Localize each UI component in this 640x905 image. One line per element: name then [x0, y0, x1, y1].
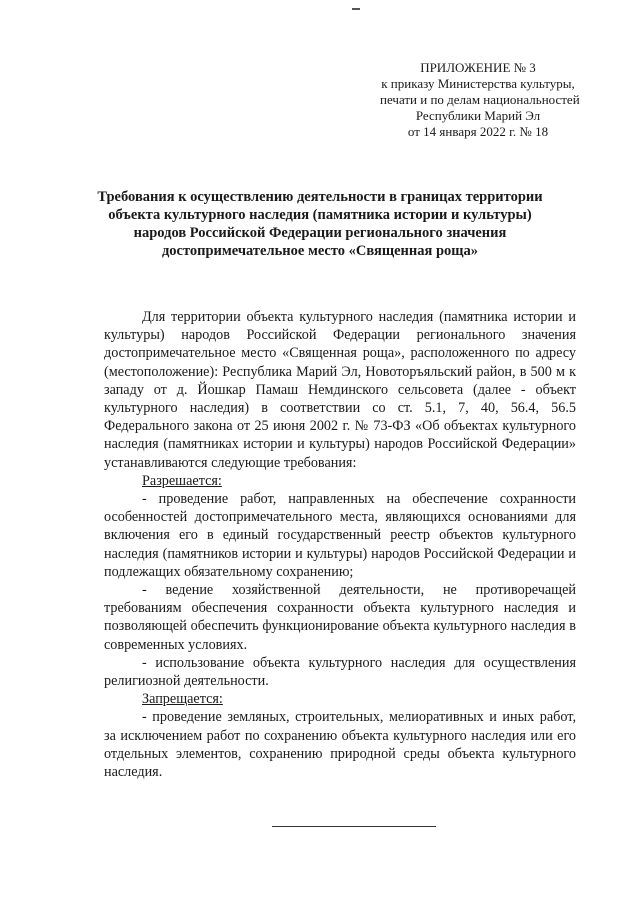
allowed-item: - ведение хозяйственной деятельности, не противоречащей требованиям обеспечения сохранности объекта культурного наследия и позволяющей обеспечить функционирование объекта культурного наследия в современных условиях. — [104, 582, 576, 653]
title-line: Требования к осуществлению деятельности в границах территории — [97, 189, 543, 205]
document-body — [104, 308, 576, 781]
closing-rule — [272, 826, 436, 827]
allowed-item: - проведение работ, направленных на обеспечение сохранности особенностей достопримечательного места, являющихся основаниями для включения его в единый государственный реестр объектов культурного наследия (памятников истории и культуры) народов Российской Федерации и подлежащих обязательному сохранению; — [104, 491, 576, 580]
appendix-line: ПРИЛОЖЕНИЕ № 3 — [420, 60, 536, 75]
appendix-line: печати и по делам национальностей — [380, 92, 580, 107]
title-line: достопримечательное место «Священная роща» — [161, 243, 479, 259]
appendix-line: к приказу Министерства культуры, — [381, 76, 575, 91]
allowed-heading: Разрешается: — [142, 472, 222, 489]
forbidden-heading-row — [104, 690, 576, 708]
allowed-heading-row — [104, 472, 576, 490]
title-line: народов Российской Федерации регионального значения — [133, 225, 507, 241]
forbidden-item: - проведение земляных, строительных, мелиоративных и иных работ, за исключением работ по сохранению объекта культурного наследия или его отдельных элементов, сохранению природной среды объекта культурного наследия. — [104, 709, 576, 781]
forbidden-heading: Запрещается: — [142, 691, 223, 708]
document-title — [90, 188, 550, 260]
title-line: объекта культурного наследия (памятника истории и культуры) — [108, 207, 532, 223]
allowed-item: - использование объекта культурного наследия для осуществления религиозной деятельности. — [104, 654, 576, 690]
intro-paragraph: Для территории объекта культурного наследия (памятника истории и культуры) народов Российской Федерации регионального значения достопримечательное место «Священная роща», расположенного по адресу (местоположение): Республика Марий Эл, Новоторъяльский район, в 500 м к западу от д. Йошкар Памаш Немдинского сельсовета (далее - объект культурного наследия) в соответствии со ст. 5.1, 7, 40, 56.4, 56.5 Федерального закона от 25 июня 2002 г. № 73-ФЗ «Об объектах культурного наследия (памятниках истории и культуры) народов Российской Федерации» устанавливаются следующие требования: — [104, 309, 576, 471]
appendix-block — [380, 60, 580, 140]
appendix-line: от 14 января 2022 г. № 18 — [407, 124, 549, 139]
appendix-line: Республики Марий Эл — [415, 108, 541, 123]
scan-artifact — [352, 8, 360, 10]
